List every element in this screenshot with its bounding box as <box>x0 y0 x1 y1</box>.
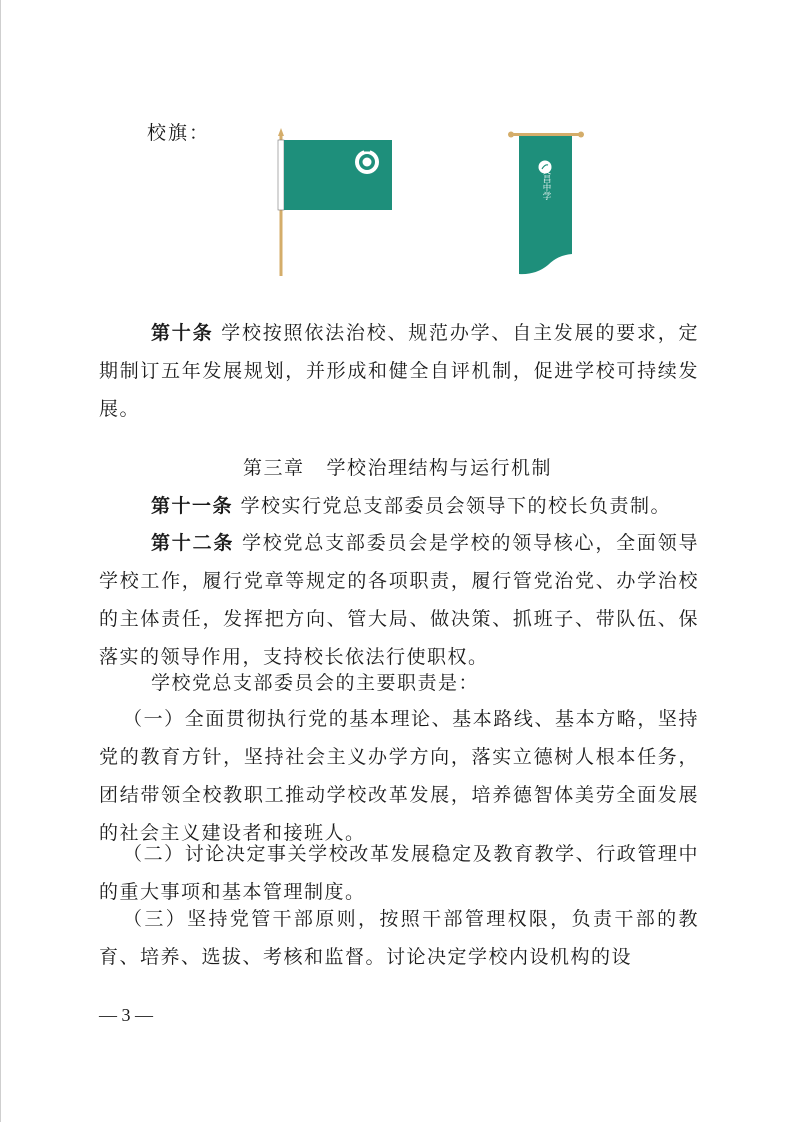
banner-school-name: 文昌中学 <box>541 166 551 200</box>
chapter-number: 第三章 <box>242 457 305 479</box>
duty-item-2: （二）讨论决定事关学校改革发展稳定及教育教学、行政管理中的重大事项和基本管理制度。 <box>99 843 699 903</box>
article-11 <box>99 487 699 525</box>
duties-intro: 学校党总支部委员会的主要职责是： <box>151 672 480 694</box>
article-11-heading: 第十一条 <box>151 495 234 517</box>
article-10 <box>99 314 699 428</box>
article-12 <box>99 524 699 676</box>
chapter-title: 学校治理结构与运行机制 <box>326 457 553 479</box>
article-10-text: 学校按照依法治校、规范办学、自主发展的要求，定期制订五年发展规划，并形成和健全自评机制，促进学校可持续发展。 <box>99 322 699 420</box>
duty-item-3: （三）坚持党管干部原则，按照干部管理权限，负责干部的教育、培养、选拔、考核和监督。讨论决定学校内设机构的设 <box>99 908 699 968</box>
horizontal-school-flag <box>271 128 401 276</box>
article-11-text: 学校实行党总支部委员会领导下的校长负责制。 <box>233 495 672 517</box>
article-12-heading: 第十二条 <box>151 532 235 554</box>
vertical-school-banner <box>506 128 586 278</box>
flag-label: 校旗： <box>147 122 211 144</box>
article-12-text: 学校党总支部委员会是学校的领导核心，全面领导学校工作，履行党章等规定的各项职责，履行管党治党、办学治校的主体责任，发挥把方向、管大局、做决策、抓班子、带队伍、保落实的领导作用，支持校长依法行使职权。 <box>99 532 699 668</box>
page-number: — 3 — <box>99 1005 153 1025</box>
article-10-heading: 第十条 <box>151 322 214 344</box>
duty-item-1: （一）全面贯彻执行党的基本理论、基本路线、基本方略，坚持党的教育方针，坚持社会主义办学方向，落实立德树人根本任务，团结带领全校教职工推动学校改革发展，培养德智体美劳全面发展的社会主义建设者和接班人。 <box>99 708 699 844</box>
chapter-heading <box>1 453 793 480</box>
